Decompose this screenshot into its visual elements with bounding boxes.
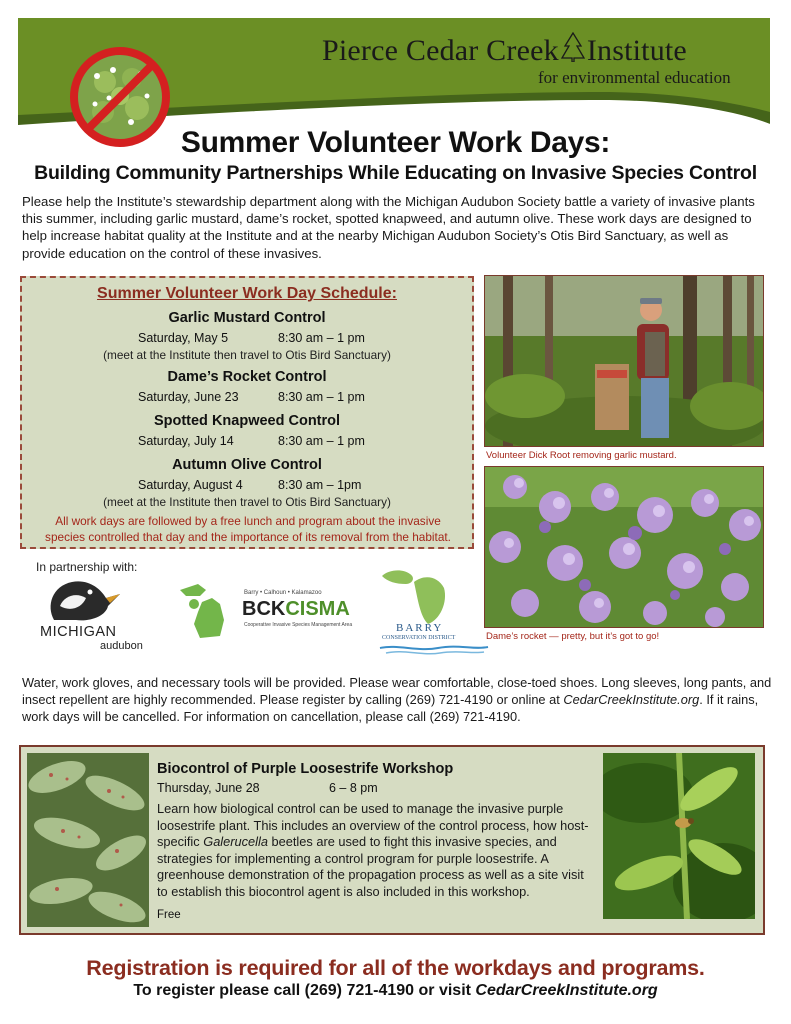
- bckcisma-cisma: CISMA: [285, 598, 350, 620]
- org-name: Pierce Cedar Creek Institute: [322, 34, 687, 67]
- logistics-text-2: . If it rains, work days will be cancelled. For information on cancellation, please call (269) 721-4190.: [22, 692, 759, 724]
- workshop-body-1: Learn how biological control can be used to manage the invasive purple loosestrife plant. This includes an overview of the control process, how host-specific: [157, 801, 589, 849]
- dames-rocket-caption: Dame’s rocket — pretty, but it’s got to go!: [486, 631, 660, 642]
- galerucella-beetle-photo: [603, 753, 755, 919]
- event-date: Saturday, May 5: [138, 331, 229, 345]
- bckcisma-subtitle: Cooperative Invasive Species Management Area: [244, 622, 353, 628]
- barry-conservation-logo: [378, 566, 490, 656]
- bckcisma-name: [242, 598, 350, 621]
- schedule-heading: Summer Volunteer Work Day Schedule:: [97, 285, 397, 302]
- event-date: Saturday, August 4: [138, 478, 243, 492]
- intro-paragraph: Please help the Institute’s stewardship department along with the Michigan Audubon Society battle a variety of invasive plants this summer, including garlic mustard, dame’s rocket, spotted knapweed, and autumn olive. These work days are designed to help increase habitat quality at the Institute and at the nearby Michigan Audubon Society’s Otis Bird Sanctuary, as well as provide education on the control of these invasives.: [22, 194, 755, 261]
- bckcisma-bck: BCK: [242, 598, 286, 620]
- event-date: Saturday, June 23: [138, 390, 239, 404]
- michigan-audubon-line2: audubon: [100, 640, 143, 652]
- event-name: Dame’s Rocket Control: [167, 369, 327, 385]
- michigan-map-icon: [176, 582, 238, 640]
- workshop-price: Free: [157, 909, 181, 921]
- volunteer-caption: Volunteer Dick Root removing garlic mustard.: [486, 450, 677, 461]
- event-time: 8:30 am – 1 pm: [278, 434, 365, 448]
- schedule-box: [20, 276, 474, 549]
- workshop-description: [157, 801, 597, 900]
- dames-rocket-photo: [484, 466, 764, 628]
- org-tagline: for environmental education: [538, 68, 731, 87]
- event-time: 8:30 am – 1pm: [278, 478, 362, 492]
- event-name: Spotted Knapweed Control: [153, 413, 341, 429]
- bckcisma-logo: [176, 582, 352, 642]
- workshop-body-2: beetles are used to fight this invasive species, and strategies for implementing a control program for purple loosestrife. A greenhouse demonstration of the propagation process as well as a site visit to establish this biocontrol agent is also included in this workshop.: [157, 834, 584, 899]
- barry-line2: CONSERVATION DISTRICT: [382, 635, 456, 641]
- event-date: Saturday, July 14: [138, 434, 234, 448]
- registration-contact: [0, 982, 791, 1000]
- schedule-footer: All work days are followed by a free lunch and program about the invasive species controlled that day and the importance of its removal from the habitat.: [45, 514, 451, 544]
- workshop-date: Thursday, June 28: [157, 781, 260, 795]
- event-time: 8:30 am – 1 pm: [278, 390, 365, 404]
- workshop-title: Biocontrol of Purple Loosestrife Workshop: [157, 761, 454, 777]
- loosestrife-leaves-photo: [27, 753, 149, 927]
- logistics-paragraph: [22, 674, 772, 725]
- pine-tree-icon: [560, 32, 586, 62]
- workshop-box: [19, 745, 765, 935]
- event-time: 8:30 am – 1 pm: [278, 331, 365, 345]
- logistics-text-1: Water, work gloves, and necessary tools will be provided. Please wear comfortable, close-toed shoes. Long sleeves, long pants, and insect repellent are highly recommended. Please register by calling (269) 721-4190 or online at: [22, 675, 772, 707]
- barry-map-icon: [378, 566, 490, 626]
- workshop-time: 6 – 8 pm: [329, 781, 378, 795]
- website-link[interactable]: CedarCreekInstitute.org: [563, 692, 700, 707]
- bird-icon: [36, 576, 154, 626]
- registration-text: To register please call (269) 721-4190 or visit: [133, 982, 476, 999]
- registration-link[interactable]: CedarCreekInstitute.org: [475, 982, 658, 999]
- event-note: (meet at the Institute then travel to Otis Bird Sanctuary): [103, 348, 391, 362]
- event-name: Autumn Olive Control: [172, 457, 322, 473]
- barry-line1: BARRY: [396, 622, 444, 634]
- partner-label: In partnership with:: [36, 560, 138, 574]
- page-subtitle: Building Community Partnerships While Educating on Invasive Species Control: [34, 162, 757, 184]
- page-title: Summer Volunteer Work Days:: [180, 126, 611, 159]
- registration-heading: Registration is required for all of the workdays and programs.: [86, 956, 705, 980]
- event-name: Garlic Mustard Control: [168, 310, 326, 326]
- water-waves-icon: [378, 644, 490, 656]
- volunteer-photo: [484, 275, 764, 447]
- event-note: (meet at the Institute then travel to Otis Bird Sanctuary): [103, 495, 391, 509]
- michigan-audubon-logo: [36, 576, 154, 654]
- michigan-audubon-line1: MICHIGAN: [40, 624, 117, 640]
- bckcisma-tagline: Barry • Calhoun • Kalamazoo: [244, 590, 322, 596]
- workshop-body-italic: Galerucella: [203, 834, 268, 849]
